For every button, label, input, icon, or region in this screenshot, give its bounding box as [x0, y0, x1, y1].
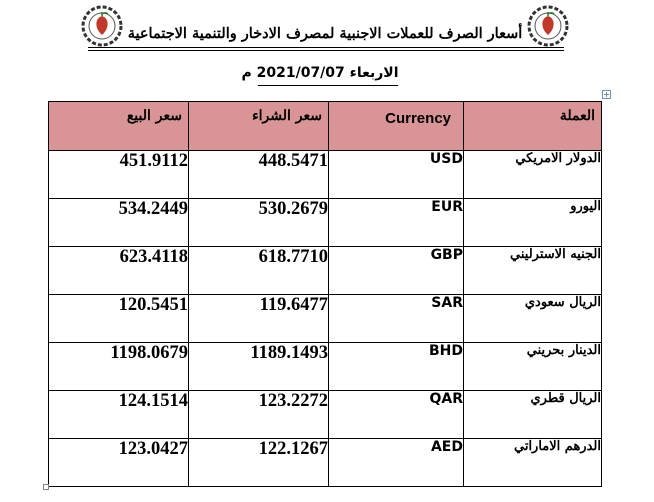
- table-resize-handle[interactable]: [43, 484, 49, 490]
- currency-code-cell: EUR: [329, 199, 464, 247]
- currency-name-cell: الريال سعودي: [464, 295, 602, 343]
- sell-price-cell: 120.5451: [49, 295, 189, 343]
- sell-price-cell: 534.2449: [49, 199, 189, 247]
- currency-name-cell: الجنيه الاسترليني: [464, 247, 602, 295]
- buy-price-cell: 119.6477: [189, 295, 329, 343]
- buy-price-cell: 530.2679: [189, 199, 329, 247]
- buy-price-cell: 122.1267: [189, 439, 329, 487]
- table-row: [49, 391, 602, 439]
- currency-code-cell: QAR: [329, 391, 464, 439]
- sell-price-cell: 1198.0679: [49, 343, 189, 391]
- table-row: [49, 151, 602, 199]
- currency-name-cell: الدرهم الاماراتي: [464, 439, 602, 487]
- currency-name-cell: الدولار الامريكي: [464, 151, 602, 199]
- exchange-rates-table: [48, 101, 602, 487]
- header-title: أسعار الصرف للعملات الاجنبية لمصرف الادخار والتنمية الاجتماعية: [127, 24, 523, 42]
- buy-price-cell: 448.5471: [189, 151, 329, 199]
- bank-logo-icon: [80, 4, 124, 48]
- header-divider: [88, 50, 564, 51]
- table-row: [49, 247, 602, 295]
- currency-code-cell: BHD: [329, 343, 464, 391]
- sell-price-cell: 451.9112: [49, 151, 189, 199]
- header-buy-price: سعر الشراء: [189, 102, 329, 151]
- bank-logo-icon: [526, 4, 570, 48]
- table-row: [49, 343, 602, 391]
- header-sell-price: سعر البيع: [49, 102, 189, 151]
- currency-code-cell: AED: [329, 439, 464, 487]
- table-header-row: [49, 102, 602, 151]
- currency-name-cell: الريال قطري: [464, 391, 602, 439]
- currency-name-cell: اليورو: [464, 199, 602, 247]
- sell-price-cell: 124.1514: [49, 391, 189, 439]
- header-currency-ar: العملة: [464, 102, 602, 151]
- table-row: [49, 439, 602, 487]
- buy-price-cell: 123.2272: [189, 391, 329, 439]
- header-currency-en: Currency: [329, 102, 464, 151]
- date-line: الاربعاء 2021/07/07 م: [241, 65, 399, 81]
- table-row: [49, 199, 602, 247]
- sell-price-cell: 123.0427: [49, 439, 189, 487]
- date-underline: [258, 85, 398, 86]
- sell-price-cell: 623.4118: [49, 247, 189, 295]
- header-divider: [88, 47, 564, 48]
- currency-code-cell: SAR: [329, 295, 464, 343]
- currency-code-cell: GBP: [329, 247, 464, 295]
- currency-name-cell: الدينار بحريني: [464, 343, 602, 391]
- buy-price-cell: 1189.1493: [189, 343, 329, 391]
- document-header: [80, 4, 570, 48]
- table-move-handle-icon[interactable]: [602, 90, 611, 99]
- table-row: [49, 295, 602, 343]
- currency-code-cell: USD: [329, 151, 464, 199]
- buy-price-cell: 618.7710: [189, 247, 329, 295]
